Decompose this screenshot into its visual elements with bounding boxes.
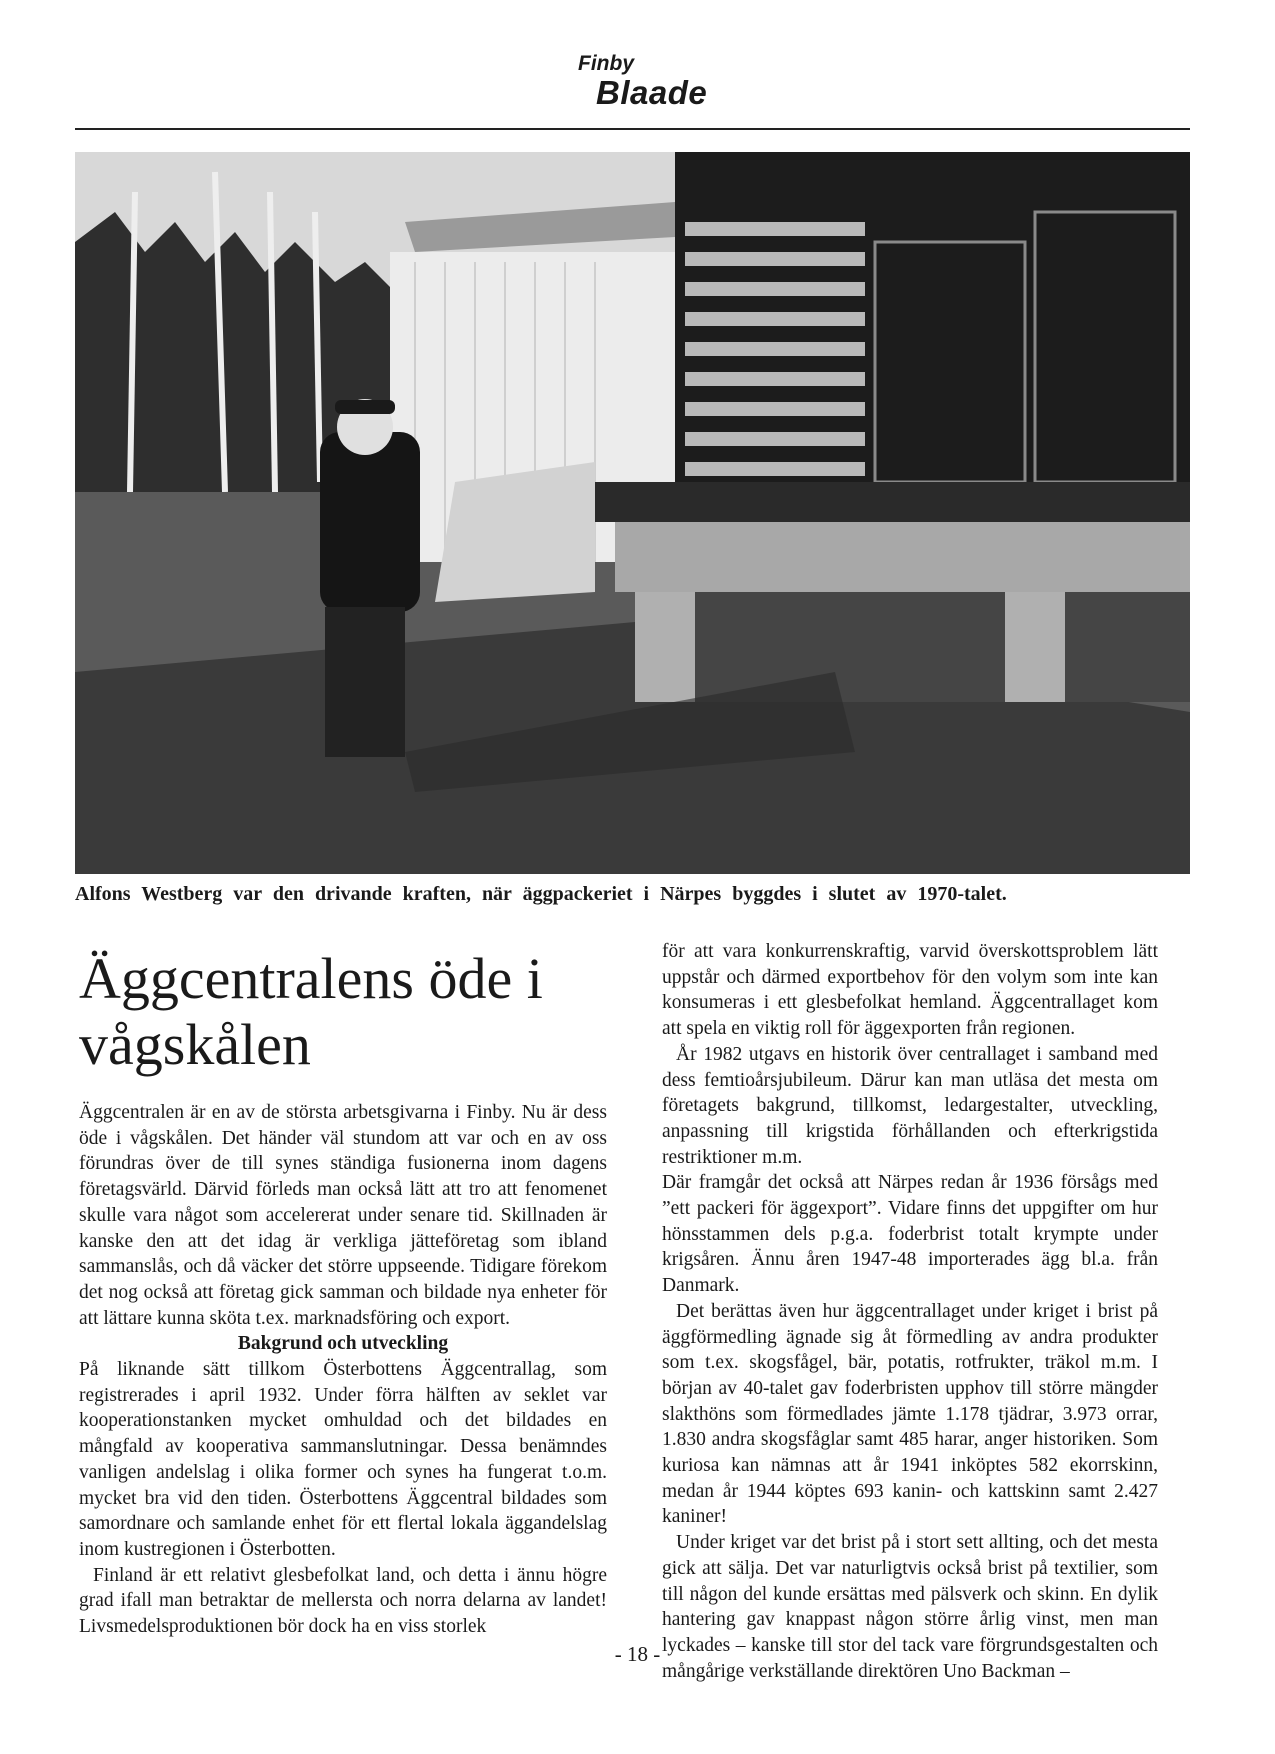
masthead-finby: Finby <box>578 52 634 75</box>
article-title: Äggcentralens öde i vågskålen <box>79 946 543 1077</box>
header-rule <box>75 128 1190 130</box>
article-paragraph-1: På liknande sätt tillkom Österbottens Äggcentrallag, som registrerades i april 1932. Under förra hälften av seklet var kooperationstanken mycket omhuldad och det bildades en mångfald av kooperativa sammanslutningar. Dessa benämndes vanligen andelslag i olika former och synes ha fungerat t.o.m. mycket bra vid den tiden. Österbottens Äggcentral bildades som samordnare och samlande enhet för ett flertal lokala äggandelslag inom kustregionen i Österbotten. <box>79 1359 607 1560</box>
article-paragraph-r5: Under kriget var det brist på i stort sett allting, och det mesta gick att sälja. Det var naturligtvis också brist på textilier, som till någon del kunde ersättas med pälsverk och skinn. En dylik hantering gav knappast någon större årlig vinst, men man lyckades – kanske till stor del tack vare förgrundsgestalten och mångårige verkställande direktören Uno Backman – <box>662 1532 1158 1682</box>
article-paragraph-r2: År 1982 utgavs en historik över centrallaget i samband med dess femtioårsjubileum. Därur kan man utläsa det mesta om företagets bakgrund, tillkomst, ledargestalter, utveckling, anpassning till krigstida förhållanden och efterkrigstida restriktioner m.m. <box>662 1043 1158 1168</box>
article-paragraph-r4: Det berättas även hur äggcentrallaget under kriget i brist på äggförmedling ägnade sig åt förmedling av andra produkter som t.ex. skogsfågel, bär, potatis, rotfrukter, träkol m.m. I början av 40-talet gav foderbristen upphov till större mängder slakthöns som förmedlades jämte 1.178 tjädrar, 3.973 orrar, 1.830 andra skogsfåglar samt 485 harar, anger historiken. Som kuriosa kan nämnas att år 1941 inköptes 582 ekorrskinn, medan år 1944 köptes 693 kanin- och kattskinn samt 2.427 kaniner! <box>662 1300 1158 1528</box>
article-subheading: Bakgrund och utveckling <box>237 1333 449 1355</box>
photograph-icon <box>75 152 1190 874</box>
article-photo <box>75 152 1190 874</box>
page-number: - 18 - <box>614 1642 661 1666</box>
article-intro: Äggcentralen är en av de största arbetsgivarna i Finby. Nu är dess öde i vågskålen. Det händer väl stundom att var och en av oss förundras över de till synes ständiga fusionerna inom dagens företagsvärld. Därvid förleds man också lätt att tro att fenomenet skulle vara något som accelererat under senare tid. Skillnaden är kanske den att det idag är verkliga jätteföretag som ibland sammanslås, och då väcker det större uppseende. Tidigare förekom det nog också att företag gick samman och bildade nya enheter för att lättare kunna sköta t.ex. marknadsföring och export. <box>79 1102 607 1329</box>
article-paragraph-r1: för att vara konkurrenskraftig, varvid överskottsproblem lätt uppstår och därmed exportbehov för den volym som inte kan konsumeras i ett glesbefolkat hemland. Äggcentrallaget kom att spela en viktig roll för äggexporten från regionen. <box>662 941 1158 1040</box>
article-right-column <box>662 939 1158 1684</box>
article-paragraph-2: Finland är ett relativt glesbefolkat land, och detta i ännu högre grad ifall man betraktar de mellersta och norra delarna av landet! Livsmedelsproduktionen bör dock ha en viss storlek <box>79 1564 607 1638</box>
masthead-blaade: Blaade <box>596 74 708 111</box>
article-left-column <box>79 946 607 1640</box>
photo-caption: Alfons Westberg var den drivande kraften, när äggpackeriet i Närpes byggdes i slutet av 1970-talet. <box>75 883 1007 905</box>
article-paragraph-r3: Där framgår det också att Närpes redan år 1936 försågs med ”ett packeri för äggexport”. Vidare finns det uppgifter om hur hönsstammen dels p.g.a. foderbrist totalt krympte under krigsåren. Ännu åren 1947-48 importerades ägg bl.a. från Danmark. <box>662 1172 1158 1297</box>
